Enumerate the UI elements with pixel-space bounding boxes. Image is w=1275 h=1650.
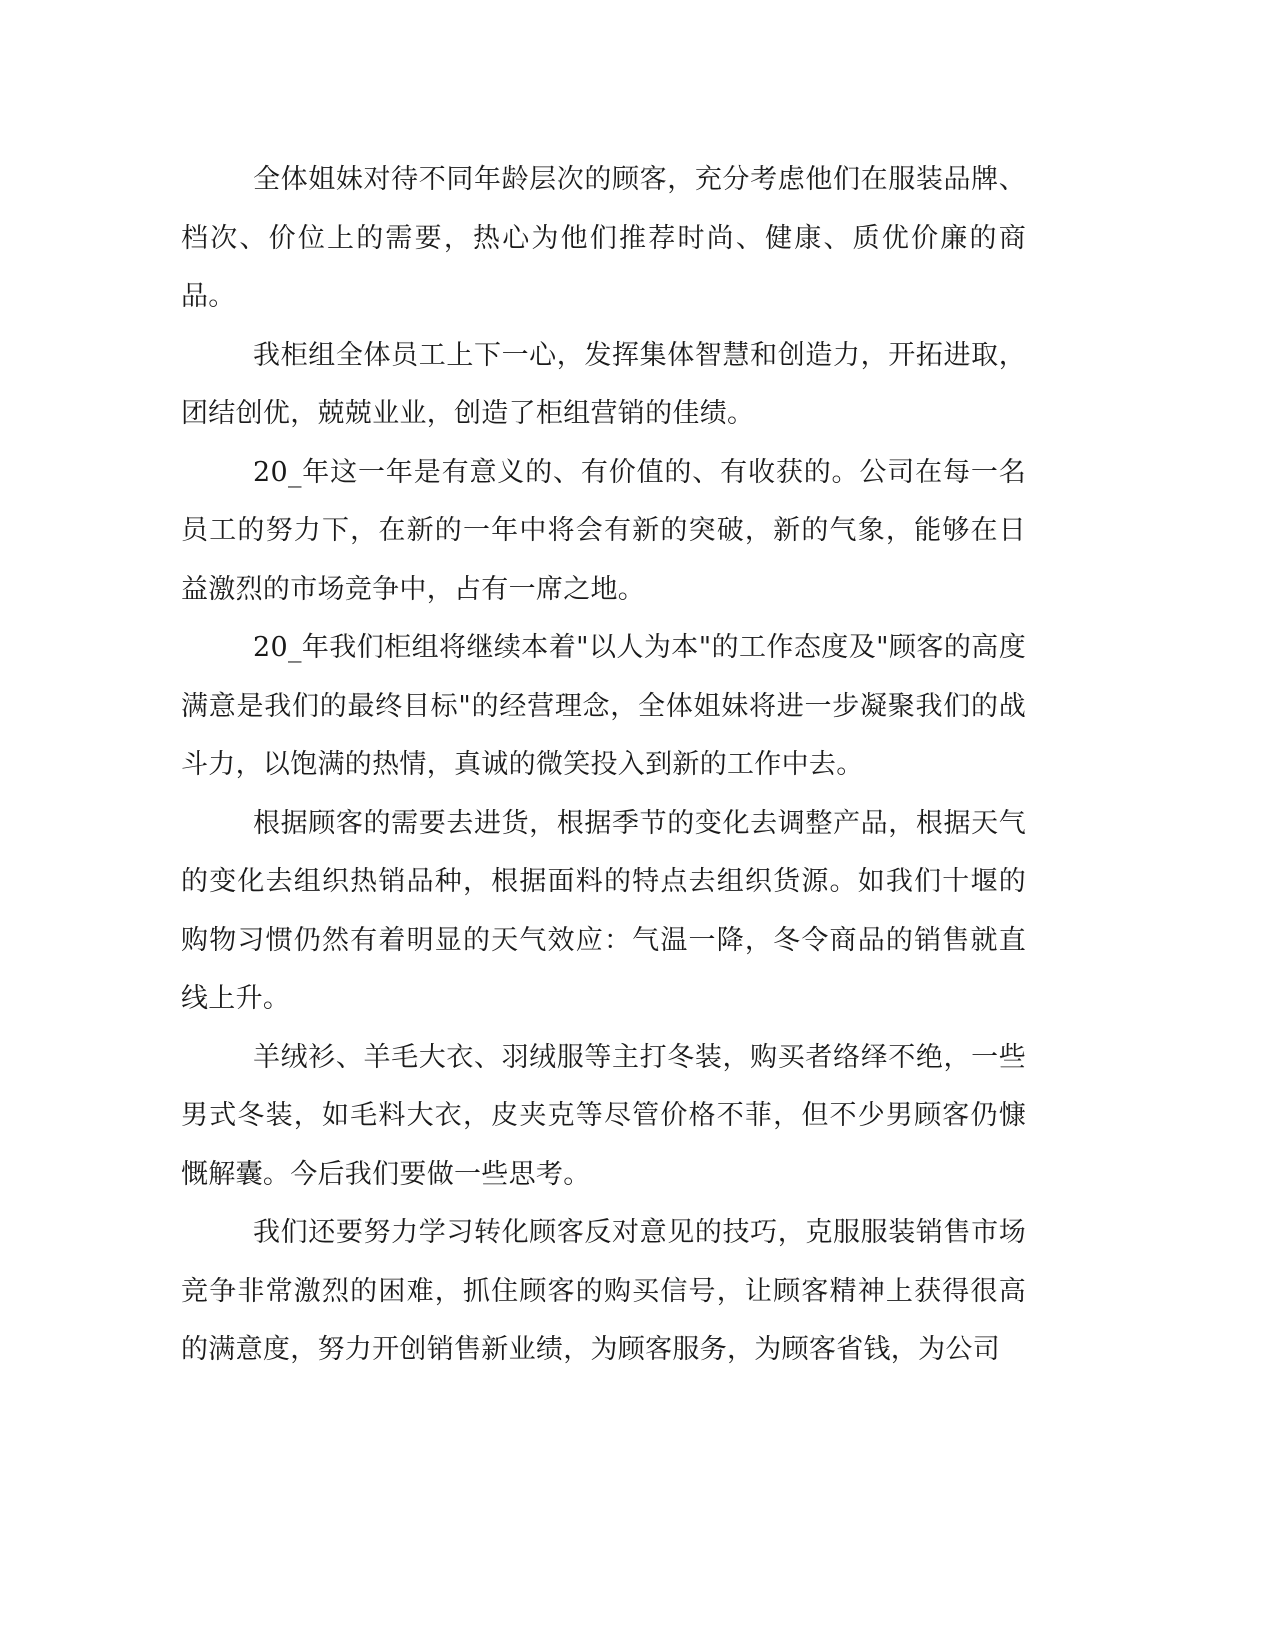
- paragraph-1: 全体姐妹对待不同年龄层次的顾客，充分考虑他们在服装品牌、档次、价位上的需要，热心为他们推荐时尚、健康、质优价廉的商品。: [181, 164, 1026, 312]
- paragraph-5: 根据顾客的需要去进货，根据季节的变化去调整产品，根据天气的变化去组织热销品种，根据面料的特点去组织货源。如我们十堰的购物习惯仍然有着明显的天气效应：气温一降，冬令商品的销售就直线上升。: [181, 807, 1026, 1014]
- paragraph-4: 20_年我们柜组将继续本着"以人为本"的工作态度及"顾客的高度满意是我们的最终目标"的经营理念，全体姐妹将进一步凝聚我们的战斗力，以饱满的热情，真诚的微笑投入到新的工作中去。: [181, 632, 1026, 780]
- paragraph-3: 20_年这一年是有意义的、有价值的、有收获的。公司在每一名员工的努力下，在新的一年中将会有新的突破，新的气象，能够在日益激烈的市场竞争中，占有一席之地。: [181, 456, 1026, 605]
- paragraph-7: 我们还要努力学习转化顾客反对意见的技巧，克服服装销售市场竞争非常激烈的困难，抓住顾客的购买信号，让顾客精神上获得很高的满意度，努力开创销售新业绩，为顾客服务，为顾客省钱，为公司: [181, 1217, 1026, 1365]
- paragraph-6: 羊绒衫、羊毛大衣、羽绒服等主打冬装，购买者络绎不绝，一些男式冬装，如毛料大衣，皮夹克等尽管价格不菲，但不少男顾客仍慷慨解囊。今后我们要做一些思考。: [181, 1041, 1026, 1190]
- document-body: [181, 151, 1026, 1380]
- paragraph-2: 我柜组全体员工上下一心，发挥集体智慧和创造力，开拓进取，团结创优，兢兢业业，创造了柜组营销的佳绩。: [181, 339, 1026, 429]
